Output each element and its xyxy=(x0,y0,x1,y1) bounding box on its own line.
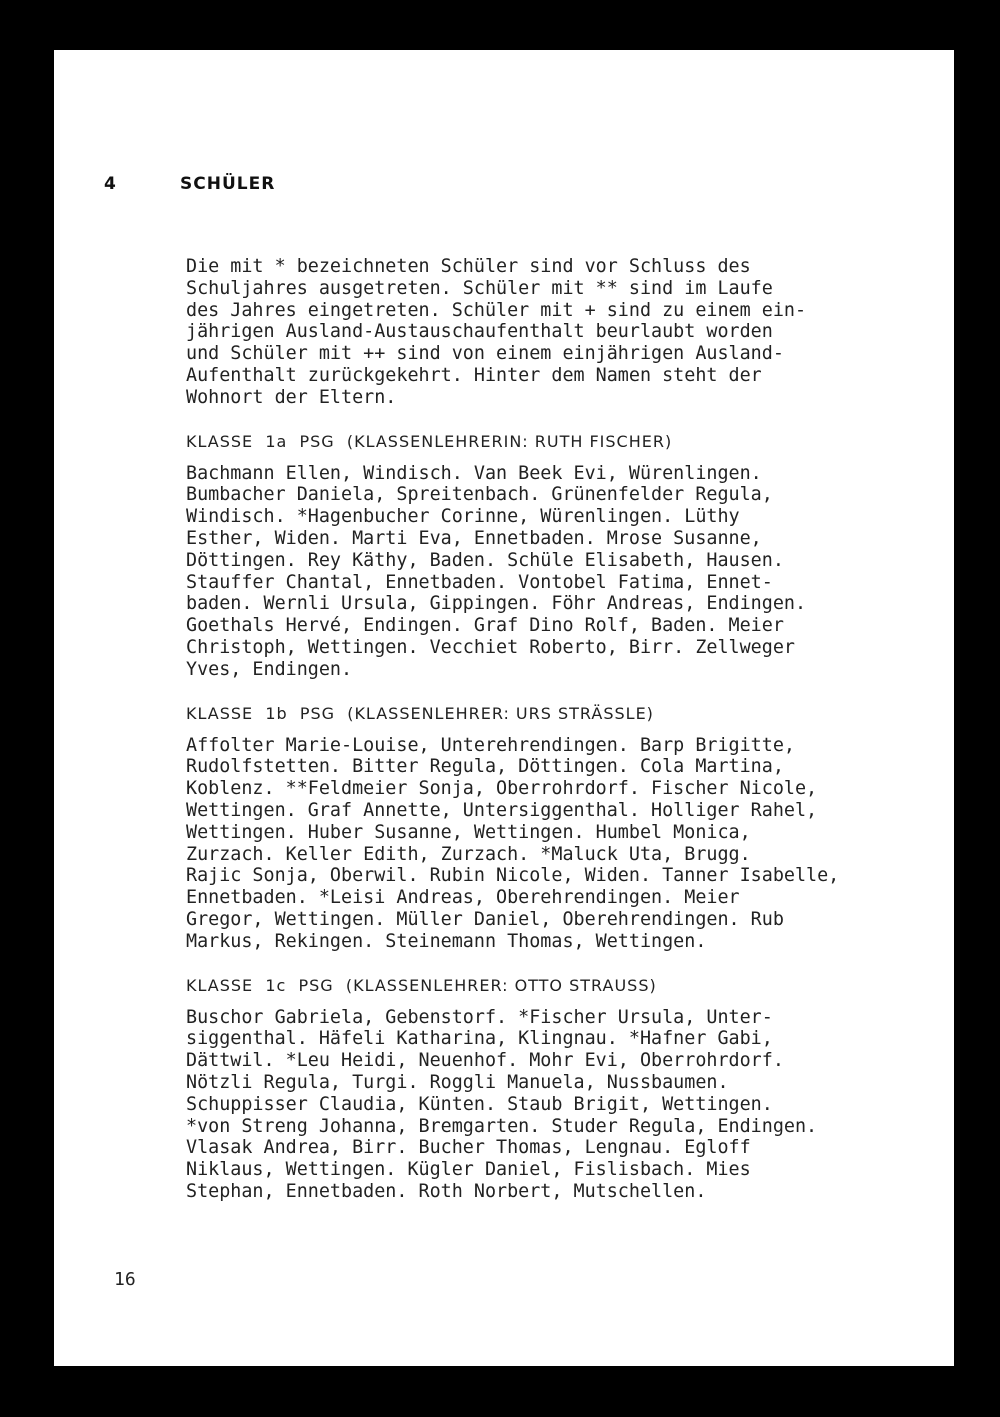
intro-line: Aufenthalt zurückgekehrt. Hinter dem Namen steht der xyxy=(186,364,762,386)
list-line: Esther, Widen. Marti Eva, Ennetbaden. Mrose Susanne, xyxy=(186,527,762,549)
list-line: Döttingen. Rey Käthy, Baden. Schüle Elisabeth, Hausen. xyxy=(186,549,784,571)
class-heading-1a: KLASSE 1a PSG (KLASSENLEHRERIN: RUTH FISCHER) xyxy=(186,431,673,451)
list-line: Koblenz. **Feldmeier Sonja, Oberrohrdorf. Fischer Nicole, xyxy=(186,778,818,800)
intro-line: und Schüler mit ++ sind von einem einjährigen Ausland- xyxy=(186,343,784,365)
intro-line: Wohnort der Eltern. xyxy=(186,386,397,408)
list-line: Gregor, Wettingen. Müller Daniel, Oberehrendingen. Rub xyxy=(186,908,784,930)
list-line: Windisch. *Hagenbucher Corinne, Würenlingen. Lüthy xyxy=(186,506,740,528)
list-line: Stephan, Ennetbaden. Roth Norbert, Mutschellen. xyxy=(186,1180,707,1202)
intro-paragraph xyxy=(186,256,946,409)
list-line: Niklaus, Wettingen. Kügler Daniel, Fislisbach. Mies xyxy=(186,1159,751,1181)
list-line: Yves, Endingen. xyxy=(186,658,353,680)
intro-line: jährigen Ausland-Austauschaufenthalt beurlaubt worden xyxy=(186,321,773,343)
list-line: Stauffer Chantal, Ennetbaden. Vontobel Fatima, Ennet- xyxy=(186,571,773,593)
list-line: Buschor Gabriela, Gebenstorf. *Fischer Ursula, Unter- xyxy=(186,1006,773,1028)
list-line: Nötzli Regula, Turgi. Roggli Manuela, Nussbaumen. xyxy=(186,1071,729,1093)
list-line: Bachmann Ellen, Windisch. Van Beek Evi, Würenlingen. xyxy=(186,462,762,484)
class-heading-1b: KLASSE 1b PSG (KLASSENLEHRER: URS STRÄSSLE) xyxy=(186,703,654,723)
list-line: siggenthal. Häfeli Katharina, Klingnau. *Hafner Gabi, xyxy=(186,1028,773,1050)
list-line: Christoph, Wettingen. Vecchiet Roberto, Birr. Zellweger xyxy=(186,636,795,658)
intro-line: Die mit * bezeichneten Schüler sind vor Schluss des xyxy=(186,256,751,277)
document-page xyxy=(54,50,954,1366)
list-line: Zurzach. Keller Edith, Zurzach. *Maluck Uta, Brugg. xyxy=(186,843,751,865)
list-line: Bumbacher Daniela, Spreitenbach. Grünenfelder Regula, xyxy=(186,484,773,506)
list-line: Markus, Rekingen. Steinemann Thomas, Wettingen. xyxy=(186,930,707,952)
class-heading-1c: KLASSE 1c PSG (KLASSENLEHRER: OTTO STRAUSS) xyxy=(186,975,657,995)
class-list-1c xyxy=(186,1007,946,1203)
chapter-heading xyxy=(104,174,275,194)
page-number: 16 xyxy=(114,1269,136,1290)
list-line: baden. Wernli Ursula, Gippingen. Föhr Andreas, Endingen. xyxy=(186,593,807,615)
intro-line: Schuljahres ausgetreten. Schüler mit ** sind im Laufe xyxy=(186,277,773,299)
list-line: Dättwil. *Leu Heidi, Neuenhof. Mohr Evi, Oberrohrdorf. xyxy=(186,1050,784,1072)
chapter-title: SCHÜLER xyxy=(180,174,276,194)
chapter-number: 4 xyxy=(104,174,117,194)
list-line: Vlasak Andrea, Birr. Bucher Thomas, Lengnau. Egloff xyxy=(186,1137,751,1159)
class-list-1b xyxy=(186,735,946,953)
intro-line: des Jahres eingetreten. Schüler mit + sind zu einem ein- xyxy=(186,299,807,321)
list-line: *von Streng Johanna, Bremgarten. Studer Regula, Endingen. xyxy=(186,1115,818,1137)
list-line: Affolter Marie-Louise, Unterehrendingen. Barp Brigitte, xyxy=(186,734,795,756)
list-line: Goethals Hervé, Endingen. Graf Dino Rolf, Baden. Meier xyxy=(186,615,784,637)
list-line: Rudolfstetten. Bitter Regula, Döttingen. Cola Martina, xyxy=(186,756,784,778)
list-line: Wettingen. Graf Annette, Untersiggenthal. Holliger Rahel, xyxy=(186,799,818,821)
list-line: Wettingen. Huber Susanne, Wettingen. Humbel Monica, xyxy=(186,821,751,843)
list-line: Schuppisser Claudia, Künten. Staub Brigit, Wettingen. xyxy=(186,1093,773,1115)
class-list-1a xyxy=(186,463,946,681)
list-line: Rajic Sonja, Oberwil. Rubin Nicole, Widen. Tanner Isabelle, xyxy=(186,865,840,887)
page-content xyxy=(186,256,946,1203)
list-line: Ennetbaden. *Leisi Andreas, Oberehrendingen. Meier xyxy=(186,887,740,909)
